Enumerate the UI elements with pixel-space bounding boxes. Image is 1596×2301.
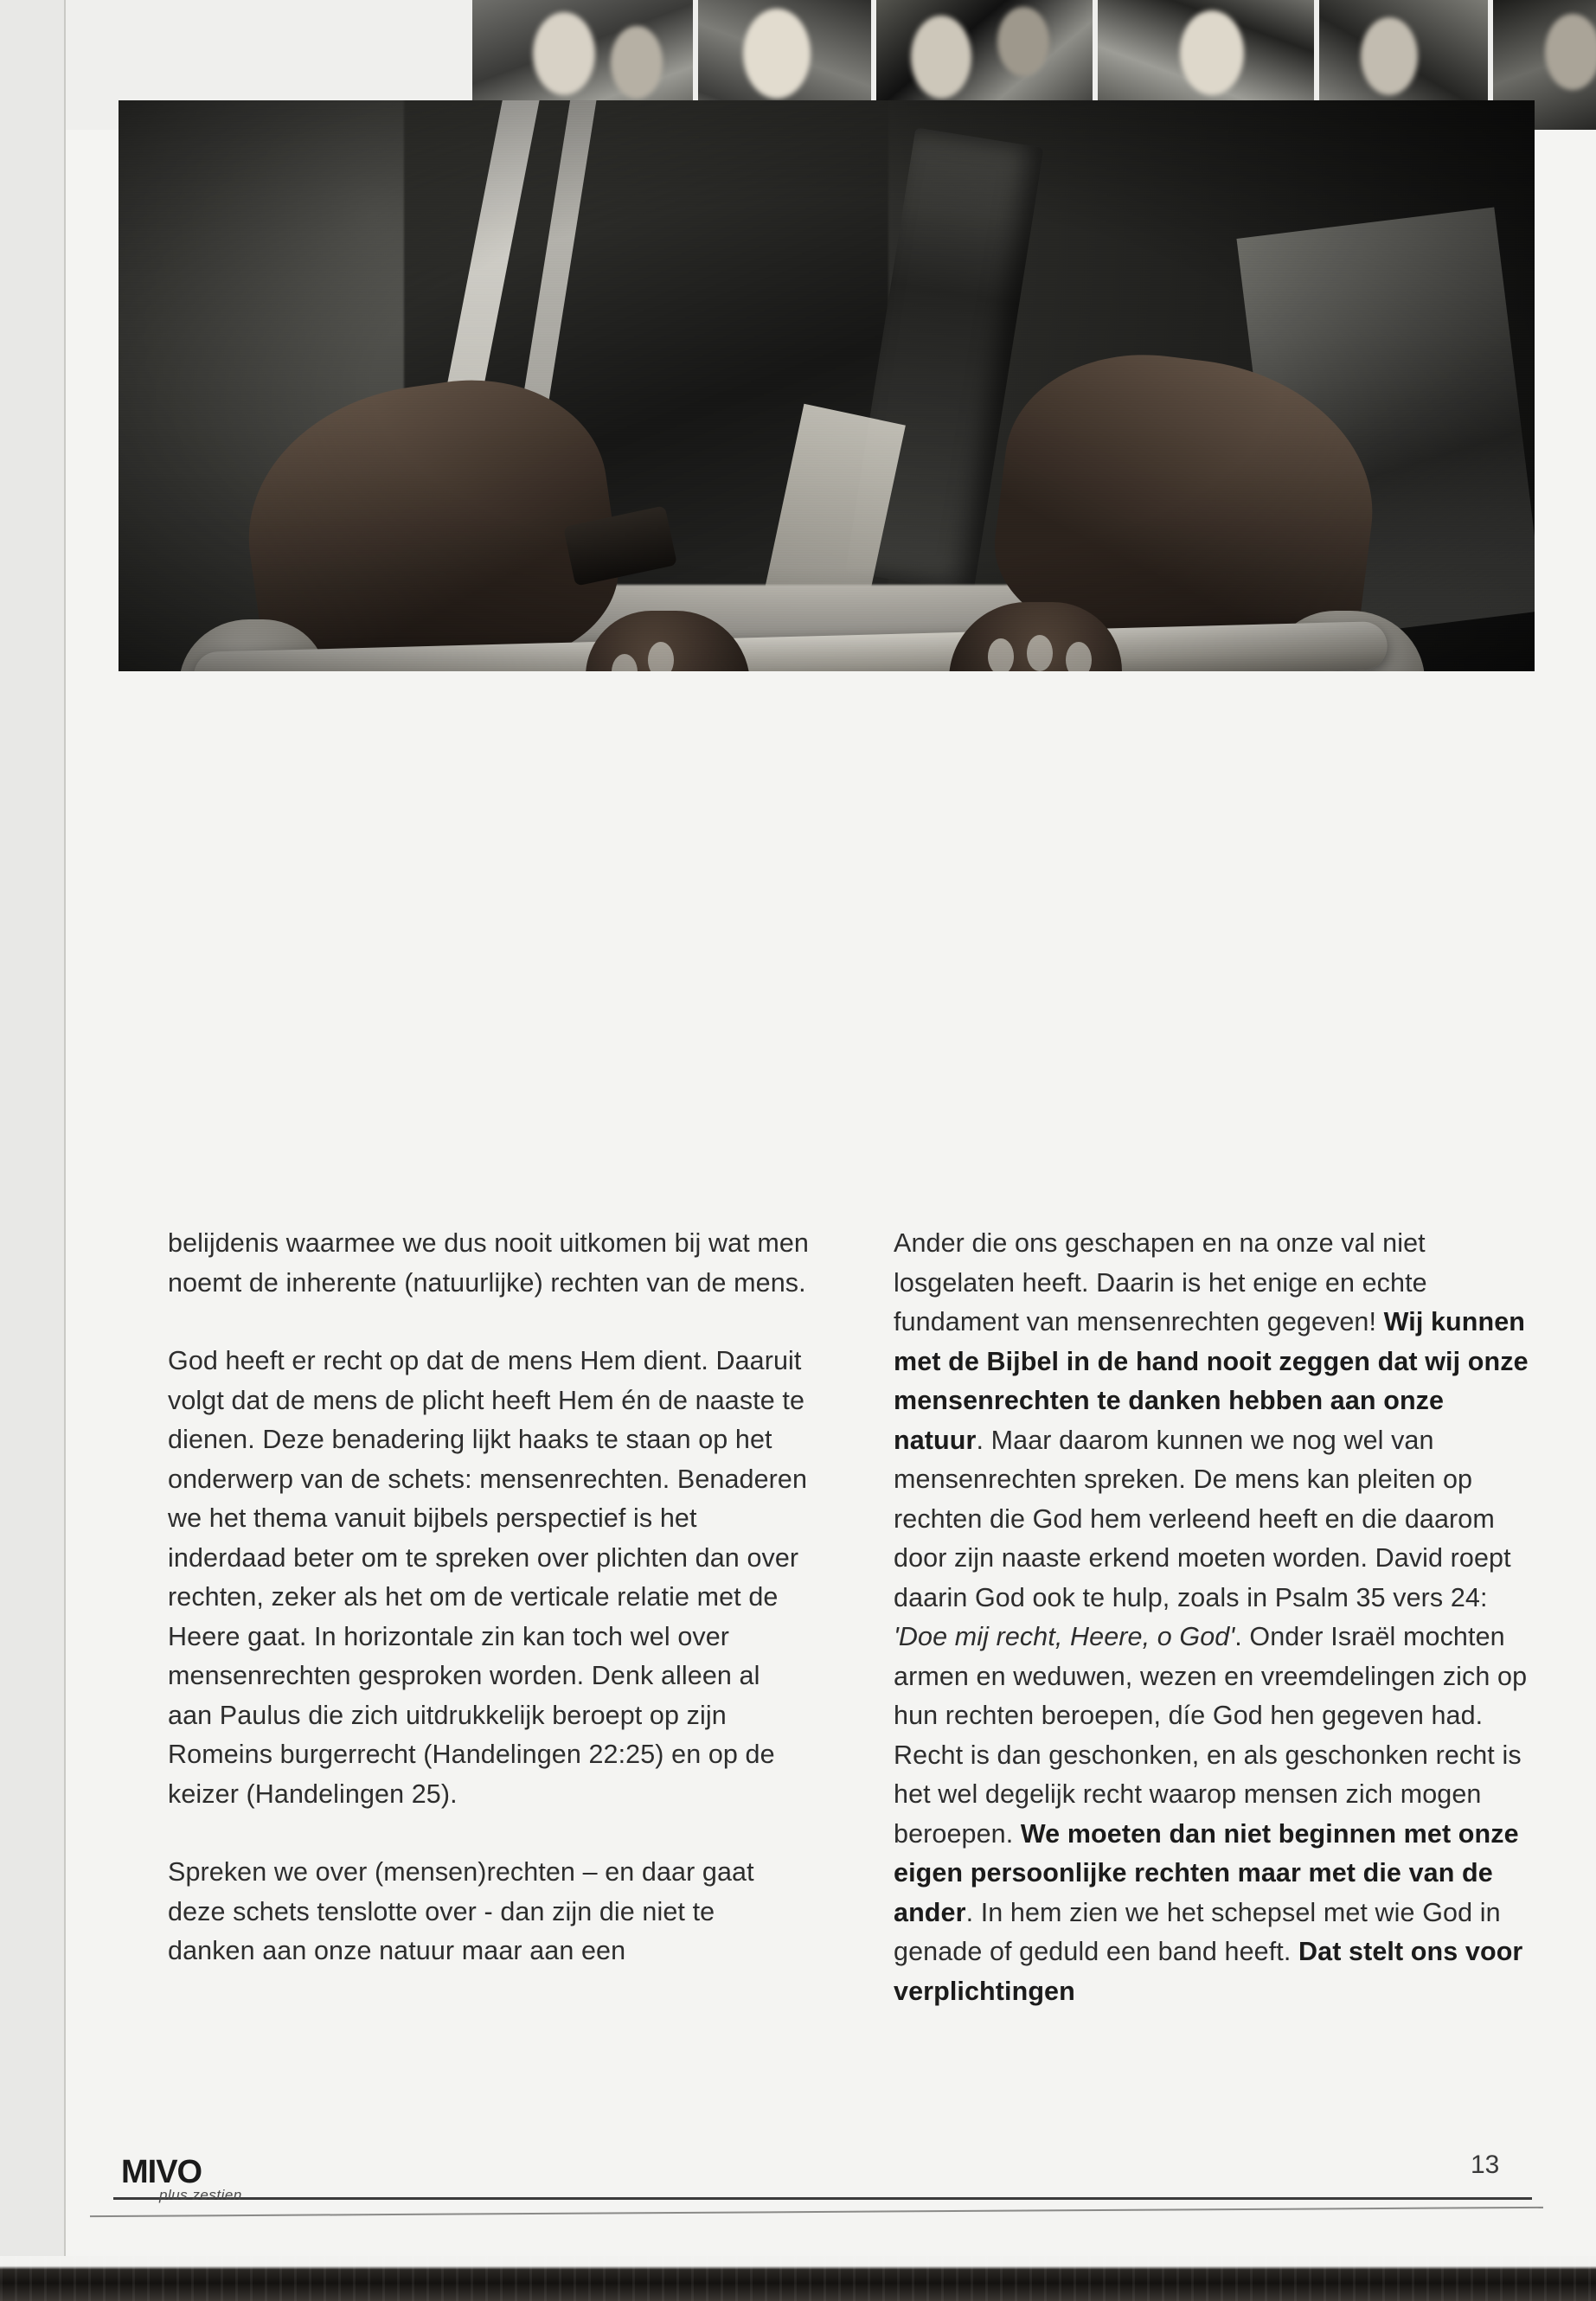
text-run: . In hem zien we het schepsel met wie God in genade of geduld een band heeft. <box>894 1897 1501 1966</box>
text-run: Ander die ons geschapen en na onze val niet losgelaten heeft. Daarin is het enige en echte fundament van mensenrechten gegeven! <box>894 1228 1427 1336</box>
footer-rule-secondary <box>90 2207 1543 2217</box>
paragraph <box>168 1342 809 1814</box>
paragraph <box>168 1853 809 1971</box>
scan-edge-line <box>64 0 66 2301</box>
logo-wordmark: MIVO <box>121 2154 202 2190</box>
footer-rule <box>113 2197 1532 2200</box>
text-run: belijdenis waarmee we dus nooit uitkomen bij wat men noemt de inherente (natuurlijke) rechten van de mens. <box>168 1228 809 1298</box>
text-run: We moeten dan niet beginnen met onze eigen persoonlijke rechten maar met die van de ander <box>894 1818 1519 1927</box>
text-run: 'Doe mij recht, Heere, o God' <box>894 1622 1235 1651</box>
article-body <box>168 1224 1535 2011</box>
paragraph <box>894 1224 1535 2011</box>
paragraph <box>168 1224 809 1303</box>
text-run: Wij kunnen met de Bijbel in de hand nooit zeggen dat wij onze mensenrechten te danken hebben aan onze natuur <box>894 1307 1529 1455</box>
text-run: God heeft er recht op dat de mens Hem dient. Daaruit volgt dat de mens de plicht heeft Hem én de naaste te dienen. Deze benadering lijkt haaks te staan op het onderwerp van de schets: mensenrechten. Benaderen we het thema vanuit bijbels perspectief is het inderdaad beter om te spreken over plichten dan over rechten, zeker als het om de verticale relatie met de Heere gaat. In horizontale zin kan toch wel over mensenrechten gesproken worden. Denk alleen al aan Paulus die zich uitdrukkelijk beroept op zijn Romeins burgerrecht (Handelingen 22:25) en op de keizer (Handelingen 25). <box>168 1346 808 1809</box>
text-run: Dat stelt ons voor verplichtingen <box>894 1937 1523 2006</box>
left-column <box>168 1224 809 2011</box>
main-photograph <box>119 100 1535 671</box>
publication-logo <box>121 2156 242 2204</box>
page-number: 13 <box>1471 2150 1500 2179</box>
page-bottom-edge <box>0 2256 1596 2301</box>
text-run: . Onder Israël mochten armen en weduwen, wezen en vreemdelingen zich op hun rechten beroepen, díe God hen gegeven had. Recht is dan geschonken, en als geschonken recht is het wel degelijk recht waarop mensen zich mogen beroepen. <box>894 1622 1528 1849</box>
logo-tagline: plus zestien <box>159 2187 242 2203</box>
text-run: Spreken we over (mensen)rechten – en daar gaat deze schets tenslotte over - dan zijn die niet te danken aan onze natuur maar aan een <box>168 1857 754 1965</box>
right-column <box>894 1224 1535 2011</box>
scan-edge <box>0 0 64 2301</box>
text-run: . Maar daarom kunnen we nog wel van mensenrechten spreken. De mens kan pleiten op rechten die God hem verleend heeft en die daarom door zijn naaste erkend moeten worden. David roept daarin God ook te hulp, zoals in Psalm 35 vers 24: <box>894 1425 1511 1612</box>
